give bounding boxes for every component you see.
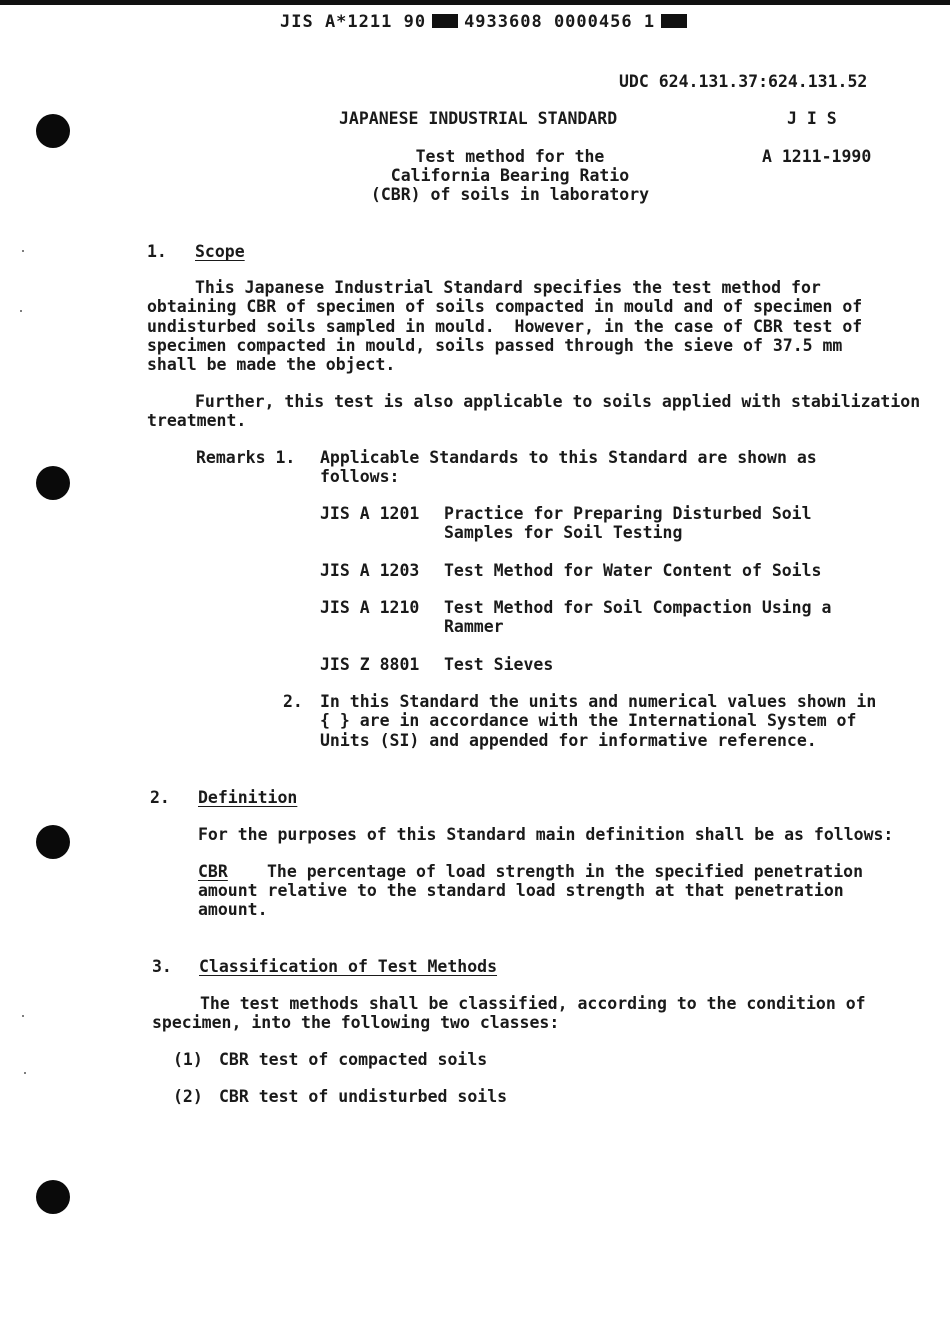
- speck: [22, 1015, 24, 1017]
- text-line: specimen compacted in mould, soils passed through the sieve of 37.5 mm: [147, 335, 843, 355]
- standard-code: JIS A 1201: [320, 504, 420, 523]
- punch-hole: [36, 1180, 70, 1214]
- text-line: treatment.: [147, 411, 247, 431]
- speck: [20, 310, 22, 312]
- standard-title: JAPANESE INDUSTRIAL STANDARD: [339, 109, 618, 128]
- text-line: amount relative to the standard load strength at that penetration: [198, 881, 844, 900]
- punch-hole: [36, 825, 70, 859]
- standard-code: JIS A 1203: [320, 561, 420, 580]
- standard-code: JIS Z 8801: [320, 655, 420, 674]
- text-line: specimen, into the following two classes:: [152, 1013, 560, 1033]
- text-line: In this Standard the units and numerical values shown in: [320, 692, 877, 711]
- remark-2-number: 2.: [283, 692, 303, 711]
- speck: [22, 250, 24, 252]
- doc-title-line-3: (CBR) of soils in laboratory: [370, 185, 650, 204]
- text-line: Units (SI) and appended for informative reference.: [320, 730, 817, 750]
- definition-term: CBR: [198, 862, 228, 881]
- list-item-text: CBR test of undisturbed soils: [219, 1087, 508, 1106]
- header-code: [280, 12, 693, 32]
- header-code-number: 4933608 0000456 1: [464, 12, 656, 32]
- doc-title-line-1: Test method for the: [415, 147, 605, 166]
- list-item-label: (1): [173, 1050, 203, 1069]
- section-heading-definition: Definition: [198, 788, 298, 807]
- standard-title: [444, 504, 812, 543]
- remark-2-text: [320, 692, 876, 750]
- definition-text-first: The percentage of load strength in the specified penetration: [267, 862, 864, 881]
- doc-title-line-2: California Bearing Ratio: [390, 166, 630, 185]
- text-line: Further, this test is also applicable to soils applied with stabilization: [195, 392, 921, 411]
- top-border: [0, 0, 950, 5]
- section-number: 1.: [147, 242, 167, 261]
- list-item-label: (2): [173, 1087, 203, 1106]
- text-line: obtaining CBR of specimen of soils compacted in mould and of specimen of: [147, 297, 863, 317]
- section-heading-scope: Scope: [195, 242, 245, 261]
- definition-text-rest: [198, 881, 844, 920]
- text-line: Applicable Standards to this Standard are shown as: [320, 448, 817, 467]
- text-line: follows:: [320, 467, 400, 487]
- text-line: { } are in accordance with the International System of: [320, 711, 857, 731]
- udc-number: UDC 624.131.37:624.131.52: [619, 72, 868, 91]
- list-item-text: CBR test of compacted soils: [219, 1050, 488, 1069]
- section-number: 2.: [150, 788, 170, 807]
- doc-number: A 1211-1990: [762, 147, 872, 166]
- jis-mark: J I S: [787, 109, 837, 128]
- punch-hole: [36, 114, 70, 148]
- speck: [24, 1072, 26, 1074]
- standard-code: JIS A 1210: [320, 598, 420, 617]
- text-line: undisturbed soils sampled in mould. However, in the case of CBR test of: [147, 316, 863, 336]
- black-block-mark: [432, 14, 458, 28]
- remark-1-text: [320, 448, 817, 487]
- text-line: shall be made the object.: [147, 355, 396, 375]
- standard-title: Test Sieves: [444, 655, 554, 674]
- classification-intro: [152, 994, 866, 1033]
- punch-hole: [36, 466, 70, 500]
- text-line: amount.: [198, 900, 268, 920]
- text-line: Test Method for Soil Compaction Using a: [444, 598, 832, 617]
- remarks-label: Remarks 1.: [196, 448, 296, 467]
- definition-intro: For the purposes of this Standard main definition shall be as follows:: [198, 825, 894, 844]
- text-line: Practice for Preparing Disturbed Soil: [444, 504, 812, 523]
- section-heading-classification: Classification of Test Methods: [199, 957, 498, 976]
- section-number: 3.: [152, 957, 172, 976]
- text-line: The test methods shall be classified, according to the condition of: [200, 994, 866, 1013]
- black-block-mark: [661, 14, 687, 28]
- text-line: This Japanese Industrial Standard specifies the test method for: [195, 278, 821, 297]
- scope-paragraph-1: [147, 278, 862, 374]
- header-code-prefix: JIS A*1211 90: [280, 12, 427, 32]
- standard-title: Test Method for Water Content of Soils: [444, 561, 822, 580]
- standard-title: [444, 598, 831, 637]
- text-line: Rammer: [444, 617, 504, 637]
- text-line: Samples for Soil Testing: [444, 523, 683, 543]
- scope-paragraph-2: [147, 392, 920, 431]
